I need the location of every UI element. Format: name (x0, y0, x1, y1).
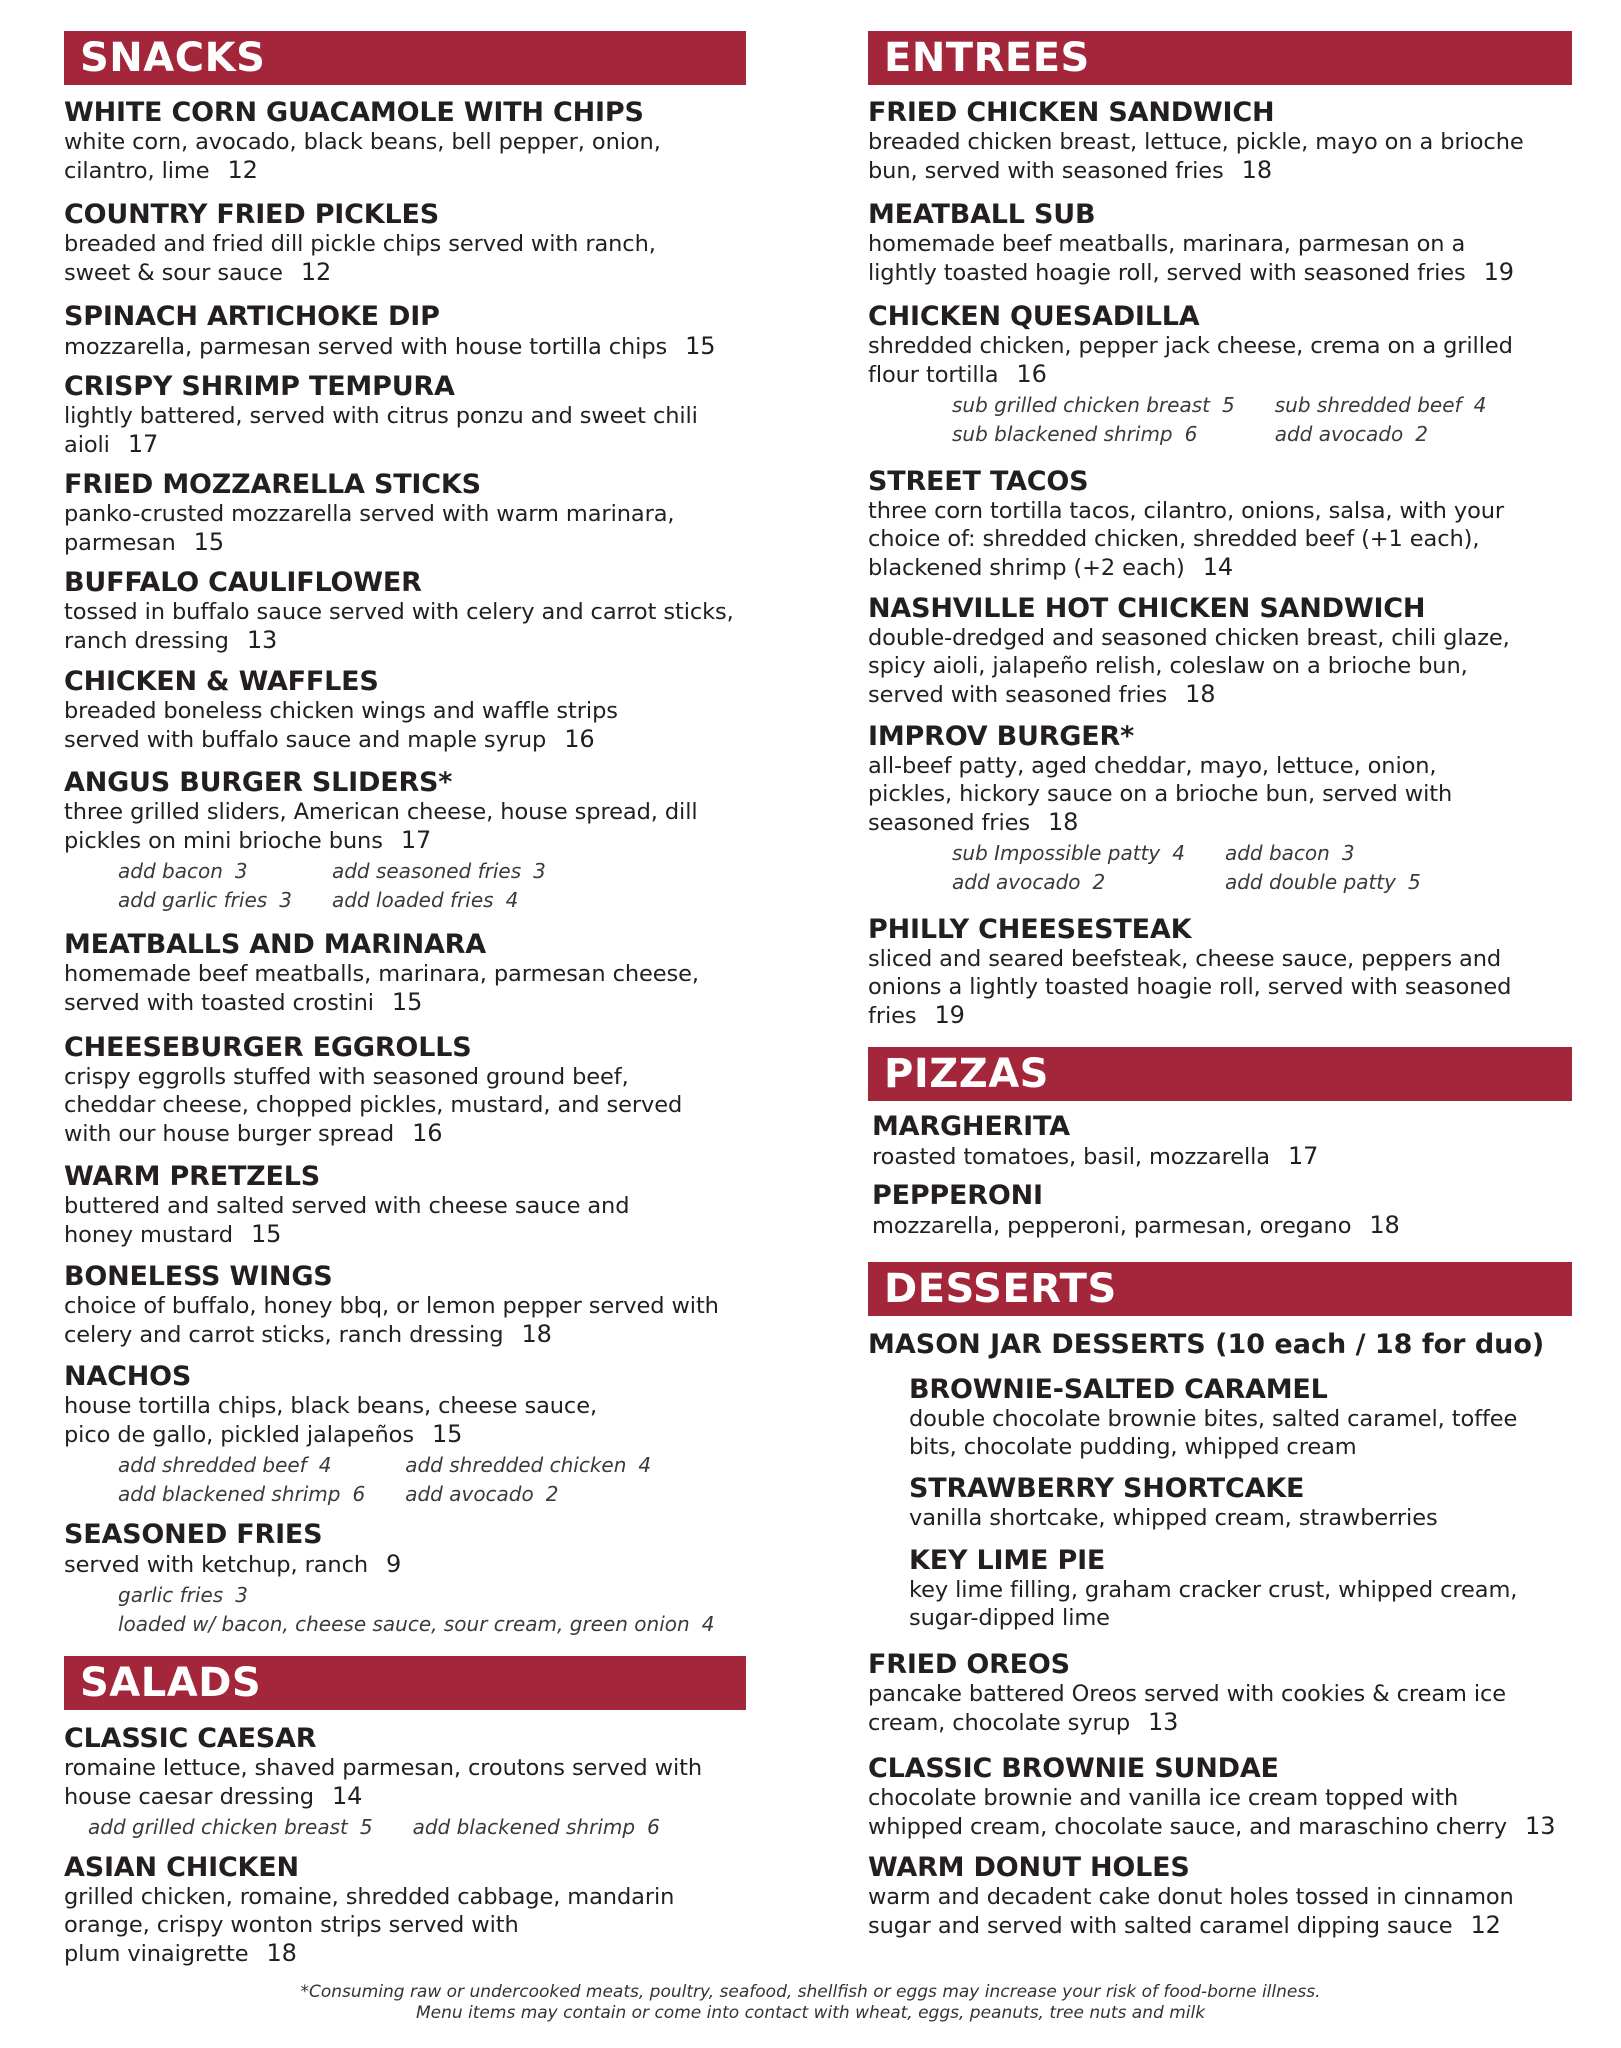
item-price: 9 (386, 1550, 402, 1578)
item-description (64, 332, 764, 361)
item-description (64, 1883, 764, 1968)
modifier-label: sub grilled chicken breast (952, 393, 1210, 417)
item-description (64, 960, 764, 1017)
item-name: PHILLY CHEESESTEAK (868, 914, 1192, 945)
modifier-option (118, 1480, 365, 1509)
menu-item (64, 98, 764, 185)
item-price: 18 (1047, 808, 1079, 836)
description-line (64, 430, 764, 459)
item-name: ANGUS BURGER SLIDERS* (64, 767, 453, 798)
item-name: BUFFALO CAULIFLOWER (64, 567, 422, 598)
item-modifiers (868, 391, 1578, 449)
modifier-label: garlic fries (118, 1583, 224, 1607)
description-text: honey mustard (64, 1222, 233, 1248)
item-price: 19 (934, 1001, 965, 1029)
item-price: 17 (1287, 1142, 1319, 1170)
item-name: WHITE CORN GUACAMOLE WITH CHIPS (64, 97, 644, 128)
description-text: aioli (64, 432, 110, 458)
modifier-label: add shredded chicken (405, 1453, 627, 1477)
description-line: white corn, avocado, black beans, bell pepper, onion, (64, 129, 661, 155)
item-price: 18 (266, 1939, 297, 1967)
description-text: whipped cream, chocolate sauce, and maraschino cherry (868, 1814, 1508, 1840)
item-description (64, 1392, 764, 1449)
modifier-price: 2 (1415, 422, 1428, 446)
item-price: 18 (1369, 1211, 1400, 1239)
description-line: pickles, hickory sauce on a brioche bun, served with (868, 781, 1453, 807)
modifier-label: add double patty (1224, 870, 1396, 894)
description-line: three corn tortilla tacos, cilantro, onions, salsa, with your (868, 498, 1505, 524)
description-text: parmesan (64, 530, 176, 556)
item-price: 17 (400, 826, 432, 854)
item-description (64, 402, 764, 459)
description-line (64, 1320, 764, 1349)
item-description (64, 1550, 764, 1579)
description-line: romaine lettuce, shaved parmesan, croutons served with (64, 1755, 702, 1781)
description-line (64, 725, 764, 754)
menu-item (64, 1724, 764, 1842)
modifier-option (1275, 420, 1487, 449)
description-line (64, 1119, 764, 1148)
description-text: served with toasted crostini (64, 990, 374, 1016)
description-text: mozzarella, pepperoni, parmesan, oregano (872, 1213, 1352, 1239)
modifier-price: 3 (235, 1583, 248, 1607)
item-price: 18 (1185, 680, 1216, 708)
description-line: breaded and fried dill pickle chips served with ranch, (64, 231, 656, 257)
item-name: CLASSIC CAESAR (64, 1723, 317, 1754)
description-text: ranch dressing (64, 628, 229, 654)
modifier-option (952, 868, 1185, 897)
menu-item (872, 1181, 1572, 1240)
description-line: orange, crispy wonton strips served with (64, 1912, 519, 1938)
desserts-heading: DESSERTS (868, 1262, 1572, 1316)
item-description (868, 497, 1578, 582)
item-name: STREET TACOS (868, 466, 1089, 497)
modifier-option (332, 886, 546, 915)
description-line (64, 1220, 764, 1249)
modifier-option (1225, 839, 1421, 868)
menu-item (64, 372, 764, 459)
description-line: all-beef patty, aged cheddar, mayo, lettuce, onion, (868, 753, 1437, 779)
modifier-price: 6 (1184, 422, 1198, 446)
item-modifiers (64, 1581, 764, 1639)
item-price: 18 (521, 1320, 552, 1348)
item-description (868, 128, 1578, 185)
description-line: double-dredged and seasoned chicken breast, chili glaze, (868, 625, 1510, 651)
modifier-label: add avocado (1274, 422, 1404, 446)
item-modifiers (64, 1813, 764, 1842)
menu-item (64, 568, 764, 655)
description-line (868, 808, 1578, 837)
description-line (868, 360, 1578, 389)
description-line: spicy aioli, jalapeño relish, coleslaw on a brioche bun, (868, 653, 1468, 679)
description-line (868, 258, 1578, 287)
description-line: vanilla shortcake, whipped cream, strawberries (909, 1505, 1438, 1531)
item-modifiers (64, 1451, 764, 1509)
description-line: breaded boneless chicken wings and waffle strips (64, 698, 618, 724)
item-name: CRISPY SHRIMP TEMPURA (64, 371, 455, 402)
description-line (872, 1142, 1572, 1171)
description-line (64, 258, 764, 287)
modifier-label: add avocado (405, 1482, 534, 1506)
description-line: choice of buffalo, honey bbq, or lemon pepper served with (64, 1293, 719, 1319)
item-price: 16 (1016, 360, 1047, 388)
modifier-label: add blackened shrimp (118, 1482, 341, 1506)
description-text: mozzarella, parmesan served with house tortilla chips (64, 334, 668, 360)
modifier-option (952, 839, 1185, 868)
description-line: panko-crusted mozzarella served with warm marinara, (64, 501, 675, 527)
item-description (64, 128, 764, 185)
item-name: COUNTRY FRIED PICKLES (64, 199, 439, 230)
modifier-price: 2 (545, 1482, 559, 1506)
item-price: 12 (1470, 1911, 1501, 1939)
modifier-option (952, 420, 1235, 449)
modifier-label: add blackened shrimp (412, 1815, 636, 1839)
description-line: double chocolate brownie bites, salted caramel, toffee (909, 1406, 1518, 1432)
menu-item (64, 1033, 764, 1148)
modifier-label: sub blackened shrimp (952, 422, 1173, 446)
menu-item (868, 1853, 1578, 1940)
item-description (868, 1883, 1578, 1940)
description-line: crispy eggrolls stuffed with seasoned ground beef, (64, 1064, 629, 1090)
description-line (868, 156, 1578, 185)
item-name: BROWNIE-SALTED CARAMEL (909, 1374, 1328, 1405)
item-price: 16 (412, 1119, 443, 1147)
description-line: tossed in buffalo sauce served with celery and carrot sticks, (64, 599, 734, 625)
item-price: 15 (250, 1220, 282, 1248)
description-text: sugar and served with salted caramel dipping sauce (868, 1913, 1453, 1939)
item-name: SEASONED FRIES (64, 1519, 323, 1550)
modifier-price: 5 (1221, 393, 1235, 417)
description-line (872, 1211, 1572, 1240)
item-name: CHICKEN & WAFFLES (64, 666, 379, 697)
menu-item (868, 200, 1578, 287)
modifier-option (118, 886, 292, 915)
modifier-option (1225, 868, 1421, 897)
item-price: 15 (193, 528, 224, 556)
menu-item (64, 1162, 764, 1249)
item-description (868, 945, 1578, 1030)
modifier-option (88, 1813, 373, 1842)
item-price: 13 (1148, 1708, 1179, 1736)
item-name: MARGHERITA (872, 1111, 1070, 1142)
description-line (64, 528, 764, 557)
description-line: shredded chicken, pepper jack cheese, crema on a grilled (868, 333, 1513, 359)
description-text: pickles on mini brioche buns (64, 828, 383, 854)
item-name: KEY LIME PIE (909, 1545, 1106, 1576)
modifier-price: 4 (505, 888, 519, 912)
description-text: pico de gallo, pickled jalapeños (64, 1422, 414, 1448)
menu-item (909, 1546, 1569, 1632)
description-line (64, 1550, 764, 1579)
menu-item (64, 302, 764, 361)
item-name: BONELESS WINGS (64, 1261, 333, 1292)
item-description (868, 1680, 1578, 1737)
item-description (909, 1405, 1569, 1461)
item-name: ASIAN CHICKEN (64, 1852, 299, 1883)
modifier-price: 3 (1341, 841, 1355, 865)
modifier-price: 4 (1473, 393, 1487, 417)
item-name: CLASSIC BROWNIE SUNDAE (868, 1753, 1279, 1784)
modifier-option (405, 1480, 651, 1509)
item-price: 17 (127, 430, 159, 458)
modifier-label: add seasoned fries (331, 859, 522, 883)
item-description (64, 598, 764, 655)
modifier-price: 3 (533, 859, 546, 883)
description-text: roasted tomatoes, basil, mozzarella (872, 1144, 1270, 1170)
description-text: served with seasoned fries (868, 682, 1168, 708)
item-description (868, 230, 1578, 287)
description-line: house tortilla chips, black beans, cheese sauce, (64, 1393, 597, 1419)
menu-item (64, 1262, 764, 1349)
menu-item (64, 470, 764, 557)
item-name: FRIED MOZZARELLA STICKS (64, 469, 481, 500)
item-description (64, 798, 764, 855)
description-line (868, 1911, 1578, 1940)
menu-item (64, 768, 764, 915)
item-description (868, 332, 1578, 389)
item-description (868, 624, 1578, 709)
modifier-label: loaded w/ bacon, cheese sauce, sour cream, green onion (118, 1612, 690, 1636)
description-line: lightly battered, served with citrus ponzu and sweet chili (64, 403, 698, 429)
modifier-option (118, 1451, 365, 1480)
item-name: IMPROV BURGER* (868, 721, 1135, 752)
description-text: sweet & sour sauce (64, 260, 283, 286)
menu-item (64, 667, 764, 754)
description-line: homemade beef meatballs, marinara, parmesan cheese, (64, 961, 699, 987)
modifier-option (1275, 391, 1487, 420)
menu-item (64, 1853, 764, 1968)
menu-item (64, 930, 764, 1017)
description-line: chocolate brownie and vanilla ice cream topped with (868, 1785, 1459, 1811)
item-modifiers (64, 857, 764, 915)
description-line (64, 1782, 764, 1811)
item-description (64, 1754, 764, 1811)
description-line (868, 553, 1578, 582)
item-price: 18 (1241, 156, 1273, 184)
description-text: bun, served with seasoned fries (868, 158, 1224, 184)
menu-item (868, 1650, 1578, 1737)
item-name: FRIED CHICKEN SANDWICH (868, 97, 1275, 128)
description-line: choice of: shredded chicken, shredded beef (+1 each), (868, 526, 1480, 552)
item-price: 13 (1525, 1812, 1556, 1840)
item-price: 14 (1202, 553, 1234, 581)
item-name: SPINACH ARTICHOKE DIP (64, 301, 440, 332)
description-text: house caesar dressing (64, 1784, 314, 1810)
modifier-option (413, 1813, 660, 1842)
description-line: key lime filling, graham cracker crust, whipped cream, (909, 1577, 1518, 1603)
description-text: celery and carrot sticks, ranch dressing (64, 1322, 504, 1348)
item-description (64, 230, 764, 287)
item-price: 12 (227, 156, 258, 184)
entrees-heading: ENTREES (868, 31, 1572, 85)
item-description (868, 752, 1578, 837)
description-line (64, 332, 764, 361)
item-name: WARM PRETZELS (64, 1161, 321, 1192)
modifier-price: 5 (359, 1815, 373, 1839)
modifier-label: add loaded fries (331, 888, 494, 912)
description-line (868, 1708, 1578, 1737)
menu-item (868, 302, 1578, 449)
description-line: pancake battered Oreos served with cookies & cream ice (868, 1681, 1507, 1707)
mason-jar-desserts-title: MASON JAR DESSERTS (10 each / 18 for duo) (868, 1329, 1545, 1360)
item-price: 12 (300, 258, 332, 286)
item-name: NASHVILLE HOT CHICKEN SANDWICH (868, 593, 1426, 624)
description-line: three grilled sliders, American cheese, house spread, dill (64, 799, 698, 825)
menu-item (909, 1474, 1569, 1532)
item-name: MEATBALL SUB (868, 199, 1096, 230)
description-line (64, 626, 764, 655)
description-text: lightly toasted hoagie roll, served with seasoned fries (868, 260, 1466, 286)
description-line: cheddar cheese, chopped pickles, mustard, and served (64, 1092, 683, 1118)
modifier-label: add shredded beef (118, 1453, 307, 1477)
item-price: 16 (564, 725, 595, 753)
description-line (64, 1939, 764, 1968)
snacks-heading: SNACKS (64, 31, 746, 85)
item-description (872, 1142, 1572, 1171)
menu-item (868, 915, 1578, 1030)
description-line: sliced and seared beefsteak, cheese sauce, peppers and (868, 946, 1502, 972)
description-line: buttered and salted served with cheese sauce and (64, 1193, 630, 1219)
modifier-price: 4 (1172, 841, 1185, 865)
menu-item (868, 98, 1578, 185)
item-price: 15 (431, 1420, 463, 1448)
description-text: seasoned fries (868, 810, 1030, 836)
description-line: bits, chocolate pudding, whipped cream (909, 1434, 1357, 1460)
item-description (64, 500, 764, 557)
description-text: flour tortilla (868, 362, 999, 388)
item-price: 13 (246, 626, 278, 654)
modifier-label: add bacon (118, 859, 223, 883)
description-line (868, 1001, 1578, 1030)
allergen-disclaimer (0, 1982, 1621, 2024)
item-price: 14 (331, 1782, 363, 1810)
description-text: served with ketchup, ranch (64, 1552, 368, 1578)
modifier-option (118, 1610, 714, 1639)
menu-item (64, 1520, 764, 1639)
description-text: plum vinaigrette (64, 1941, 249, 1967)
description-text: blackened shrimp (+2 each) (868, 555, 1185, 581)
modifier-price: 5 (1407, 870, 1421, 894)
modifier-price: 4 (638, 1453, 652, 1477)
item-name: WARM DONUT HOLES (868, 1852, 1190, 1883)
modifier-price: 6 (352, 1482, 366, 1506)
description-line (64, 988, 764, 1017)
description-line (64, 826, 764, 855)
description-text: served with buffalo sauce and maple syrup (64, 727, 547, 753)
menu-item (868, 594, 1578, 709)
modifier-option (118, 857, 292, 886)
item-description (872, 1211, 1572, 1240)
item-price: 15 (391, 988, 423, 1016)
description-line: homemade beef meatballs, marinara, parmesan on a (868, 231, 1466, 257)
modifier-price: 4 (701, 1612, 715, 1636)
pizzas-heading: PIZZAS (868, 1047, 1572, 1101)
item-description (64, 1292, 764, 1349)
item-name: STRAWBERRY SHORTCAKE (909, 1473, 1305, 1504)
disclaimer-line-1: *Consuming raw or undercooked meats, poultry, seafood, shellfish or eggs may increase your risk of food-borne illness. (300, 1982, 1321, 2002)
salads-heading: SALADS (64, 1656, 746, 1710)
item-description (909, 1504, 1569, 1532)
item-name: CHEESEBURGER EGGROLLS (64, 1032, 472, 1063)
item-name: NACHOS (64, 1361, 192, 1392)
item-name: FRIED OREOS (868, 1649, 1070, 1680)
modifier-label: add grilled chicken breast (88, 1815, 348, 1839)
description-line (868, 680, 1578, 709)
modifier-price: 2 (1092, 870, 1106, 894)
item-name: MEATBALLS AND MARINARA (64, 929, 486, 960)
menu-item (64, 1362, 764, 1509)
description-text: cream, chocolate syrup (868, 1710, 1130, 1736)
menu-item (868, 1754, 1578, 1841)
item-description (64, 1063, 764, 1148)
description-text: with our house burger spread (64, 1121, 395, 1147)
menu-item (64, 200, 764, 287)
description-line: warm and decadent cake donut holes tossed in cinnamon (868, 1884, 1514, 1910)
modifier-label: sub Impossible patty (952, 841, 1161, 865)
modifier-price: 4 (318, 1453, 332, 1477)
modifier-option (118, 1581, 714, 1610)
modifier-label: add bacon (1224, 841, 1330, 865)
item-description (868, 1784, 1578, 1841)
menu-item (909, 1375, 1569, 1461)
menu-item (872, 1112, 1572, 1171)
description-line (868, 1812, 1578, 1841)
item-description (64, 697, 764, 754)
modifier-label: sub shredded beef (1274, 393, 1462, 417)
description-line: onions a lightly toasted hoagie roll, served with seasoned (868, 974, 1512, 1000)
item-name: PEPPERONI (872, 1180, 1043, 1211)
modifier-label: add garlic fries (118, 888, 268, 912)
description-line: sugar-dipped lime (909, 1605, 1110, 1631)
modifier-price: 6 (647, 1815, 660, 1839)
item-modifiers (868, 839, 1578, 897)
modifier-price: 3 (279, 888, 292, 912)
modifier-label: add avocado (952, 870, 1081, 894)
description-line (64, 156, 764, 185)
description-text: cilantro, lime (64, 158, 210, 184)
description-line: breaded chicken breast, lettuce, pickle, mayo on a brioche (868, 129, 1524, 155)
modifier-option (952, 391, 1235, 420)
menu-item (868, 722, 1578, 897)
description-text: fries (868, 1003, 917, 1029)
modifier-option (332, 857, 546, 886)
modifier-option (405, 1451, 651, 1480)
item-description (64, 1192, 764, 1249)
modifier-price: 3 (234, 859, 248, 883)
description-line: grilled chicken, romaine, shredded cabbage, mandarin (64, 1884, 675, 1910)
item-price: 15 (685, 332, 716, 360)
item-description (909, 1576, 1569, 1632)
menu-item (868, 467, 1578, 582)
item-name: CHICKEN QUESADILLA (868, 301, 1200, 332)
item-price: 19 (1483, 258, 1514, 286)
disclaimer-line-2: Menu items may contain or come into contact with wheat, eggs, peanuts, tree nuts and milk (415, 2003, 1206, 2023)
description-line (64, 1420, 764, 1449)
